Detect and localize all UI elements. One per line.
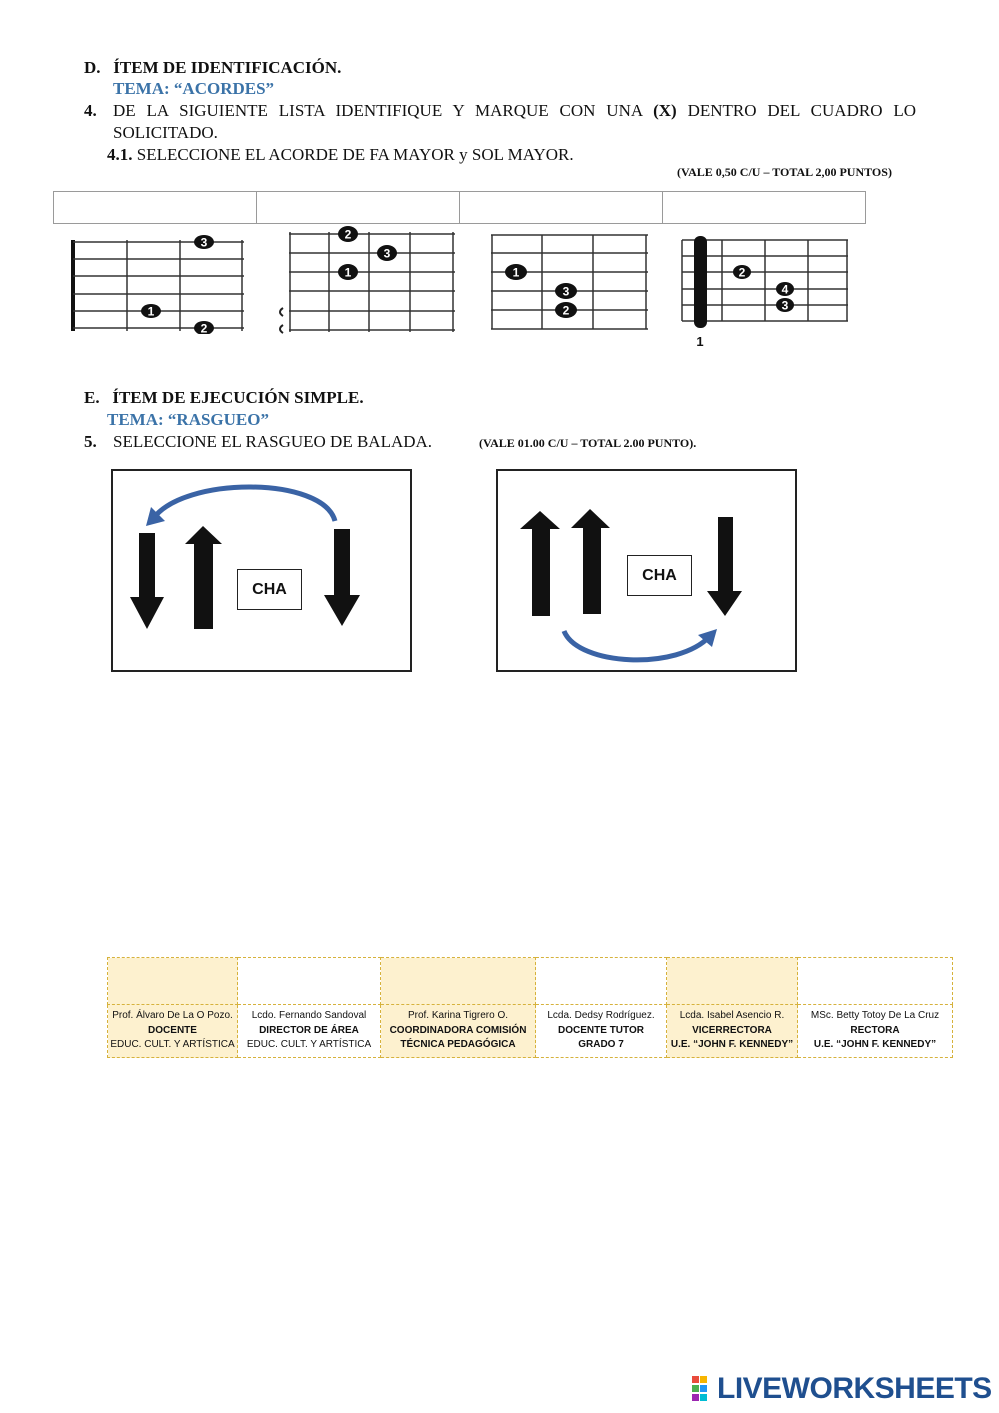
cha-label: CHA [237,569,302,610]
down-arrow-icon [324,529,360,626]
chord-diagram-4 [676,232,852,350]
signer-name: Lcda. Isabel Asencio R. [679,1010,785,1022]
question-5-number: 5. [84,432,97,451]
curved-arrow-icon [153,487,335,521]
answer-box-3[interactable] [460,192,663,223]
finger-dot [338,226,358,242]
finger-number: 2 [200,321,208,334]
signer-dept: TÉCNICA PEDAGÓGICA [400,1039,516,1051]
answer-boxes [53,191,866,224]
section-e-heading: E. ÍTEM DE EJECUCIÓN SIMPLE. [84,388,364,407]
finger-dot [776,282,794,297]
finger-number: 2 [562,303,570,318]
finger-number: 4 [781,282,789,297]
finger-dot [733,265,751,280]
finger-dot [194,321,214,334]
finger-number: 1 [696,334,704,349]
finger-dot [776,298,794,313]
question-5 [84,432,432,452]
question-4-line1 [113,101,916,121]
question-4-1-number: 4.1. [107,145,133,164]
signature-space [667,958,798,1005]
signer-dept: U.E. “JOHN F. KENNEDY” [670,1039,794,1051]
up-arrow-icon [185,526,222,629]
down-arrow-icon [130,533,164,629]
signature-names-row [108,1005,953,1058]
signer-name: Prof. Karina Tigrero O. [407,1010,509,1022]
finger-number: 3 [383,246,391,261]
signature-cell [798,1005,953,1058]
question-4-line2: SOLICITADO. [113,123,218,142]
cha-label: CHA [627,555,692,596]
section-d-value-note: (VALE 0,50 C/U – TOTAL 2,00 PUNTOS) [677,165,892,179]
signature-space [798,958,953,1005]
answer-box-1[interactable] [54,192,257,223]
question-4-1 [107,145,574,165]
strum-option-2[interactable] [496,469,797,672]
question-4-number: 4. [84,101,97,120]
signatures-table [107,957,953,1058]
logo-icon [691,1375,717,1403]
signer-role: VICERRECTORA [692,1024,772,1036]
question-4-text-end: DENTRO DEL CUADRO LO [687,101,917,120]
finger-number: 3 [781,298,789,313]
question-4-x: (X) [653,101,677,120]
signature-space [238,958,381,1005]
curved-arrow-icon [564,631,710,660]
barre [694,236,707,328]
up-arrow-icon [520,511,560,616]
section-d-tema: TEMA: “ACORDES” [113,79,275,98]
question-5-text: SELECCIONE EL RASGUEO DE BALADA. [113,432,433,451]
signature-space [536,958,667,1005]
signer-name: MSc. Betty Totoy De La Cruz [810,1010,940,1022]
signer-dept: GRADO 7 [578,1039,624,1051]
signer-role: DIRECTOR DE ÁREA [259,1024,359,1036]
finger-number: 3 [562,284,570,299]
section-e-tema: TEMA: “RASGUEO” [107,410,269,429]
finger-dot [555,302,577,318]
signature-cell [108,1005,238,1058]
finger-number: 2 [738,265,746,280]
finger-dot [555,283,577,299]
section-d-heading: D. ÍTEM DE IDENTIFICACIÓN. [84,58,342,77]
answer-box-2[interactable] [257,192,460,223]
finger-dot [194,235,214,250]
finger-dot [141,304,161,319]
strum-option-1[interactable] [111,469,412,672]
signer-role: DOCENTE TUTOR [558,1024,644,1036]
up-arrow-icon [571,509,610,614]
signer-role: DOCENTE [148,1024,197,1036]
finger-number: 1 [512,265,520,280]
question-4 [84,101,916,121]
signature-space [108,958,238,1005]
signature-cell [381,1005,536,1058]
finger-number: 1 [344,265,352,280]
signer-dept: U.E. “JOHN F. KENNEDY” [813,1039,937,1051]
signer-dept: EDUC. CULT. Y ARTÍSTICA [246,1039,372,1051]
signer-dept: EDUC. CULT. Y ARTÍSTICA [110,1039,235,1051]
signer-name: Lcdo. Fernando Sandoval [251,1010,367,1022]
signature-space [381,958,536,1005]
finger-number: 3 [200,235,208,250]
signer-name: Lcda. Dedsy Rodríguez. [547,1010,655,1022]
question-4-text: DE LA SIGUIENTE LISTA IDENTIFIQUE Y MARQUE CON UNA [113,101,643,120]
liveworksheets-logo[interactable] [691,1373,992,1405]
finger-dot [377,245,397,261]
chord-diagram-3 [486,230,652,334]
signer-name: Prof. Álvaro De La O Pozo. [112,1010,233,1022]
signer-role: RECTORA [850,1024,900,1036]
finger-number: 2 [344,227,352,242]
finger-dot [505,264,527,280]
logo-text: LIVEWORKSHEETS [717,1372,992,1405]
answer-box-4[interactable] [663,192,865,223]
signature-space-row [108,958,953,1005]
chord-diagram-2 [275,224,459,340]
signature-cell [238,1005,381,1058]
signature-cell [536,1005,667,1058]
down-arrow-icon [707,517,742,616]
section-e-value-note: (VALE 01.00 C/U – TOTAL 2.00 PUNTO). [479,436,697,450]
finger-dot [338,264,358,280]
question-4-1-text: SELECCIONE EL ACORDE DE FA MAYOR y SOL MAYOR. [136,145,574,164]
chord-diagram-1 [66,230,248,334]
signature-cell [667,1005,798,1058]
finger-number: 1 [147,304,155,319]
signer-role: COORDINADORA COMISIÓN [389,1024,527,1036]
